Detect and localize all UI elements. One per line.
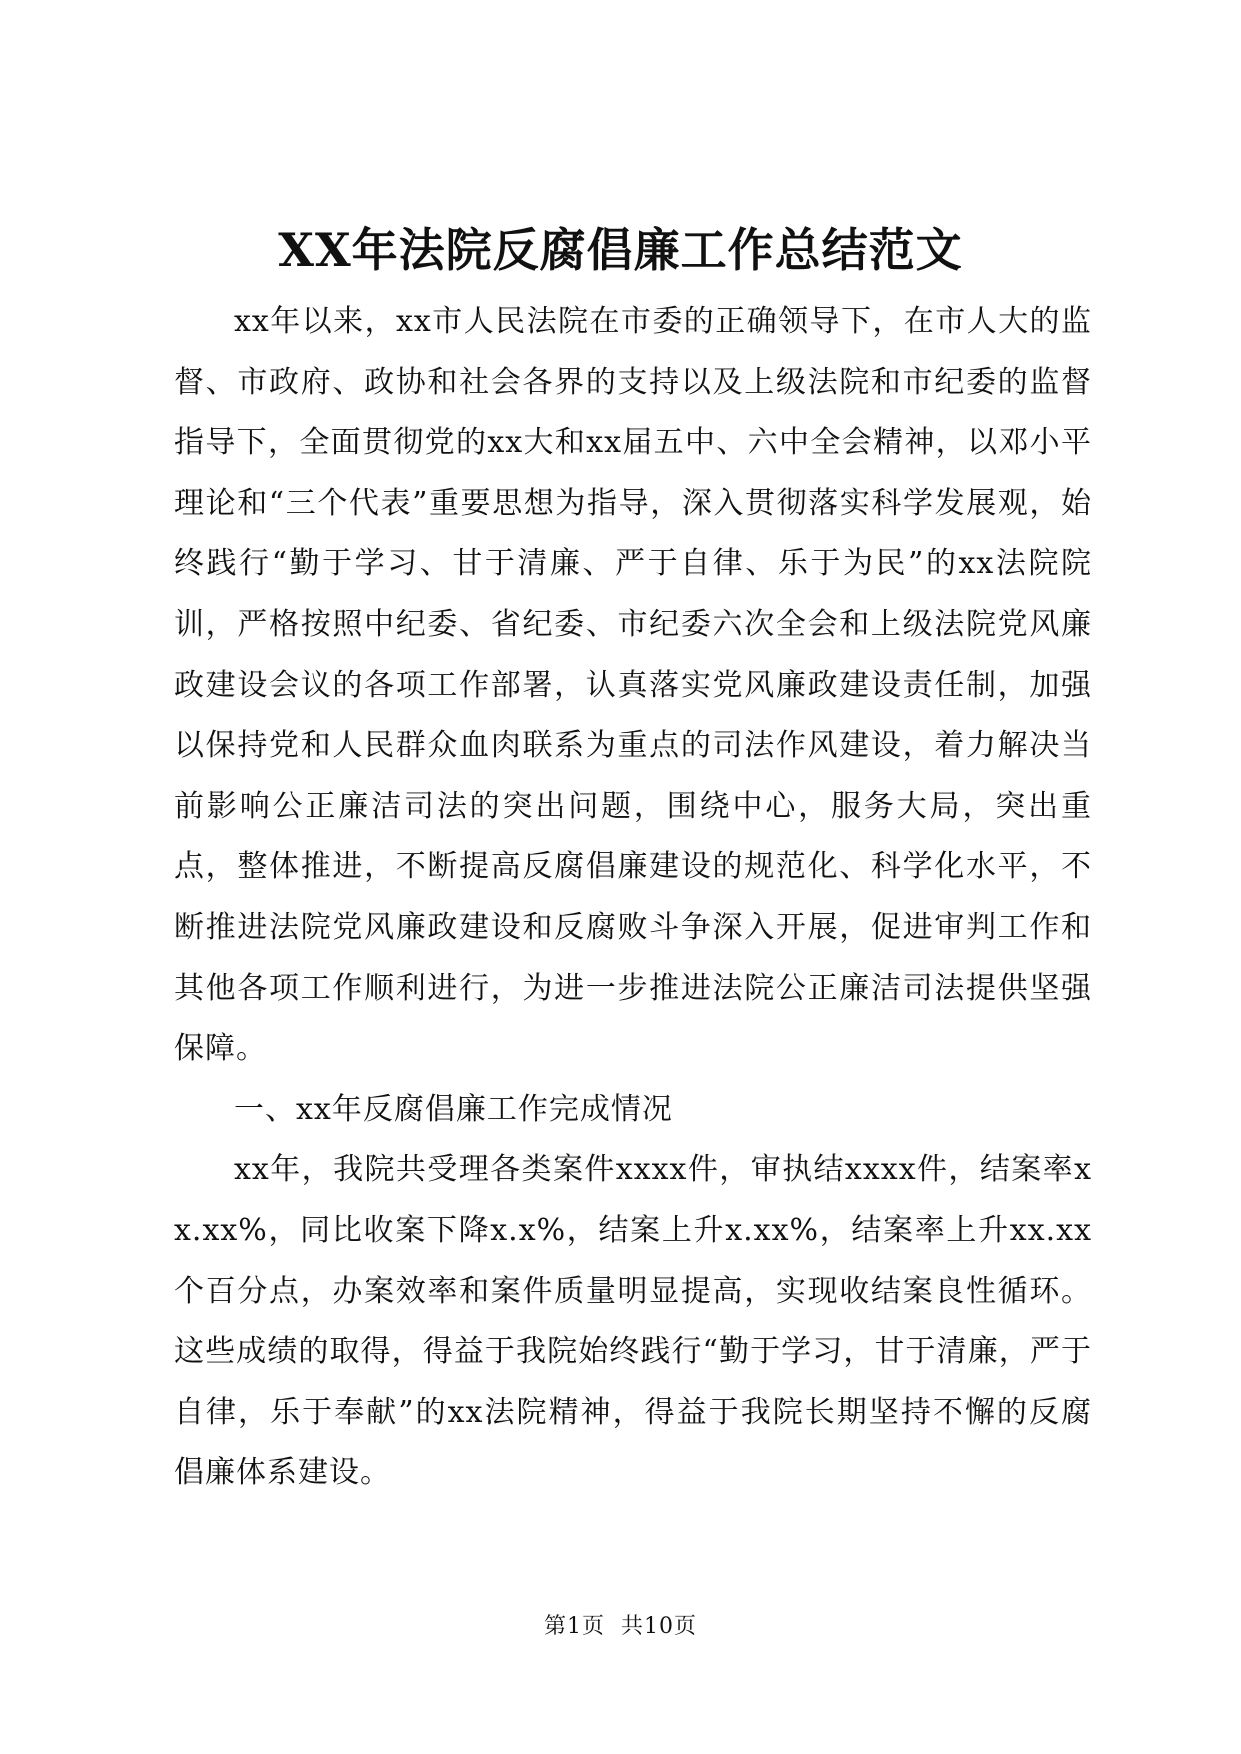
document-title: XX年法院反腐倡廉工作总结范文 <box>278 223 963 277</box>
page-number-label: 第1页 共10页 <box>544 1614 697 1639</box>
page-footer <box>0 1612 1241 1642</box>
section-paragraph: xx年，我院共受理各类案件xxxx件，审执结xxxx件，结案率xx.xx%，同比收案下降x.x%，结案上升x.xx%，结案率上升xx.xx个百分点，办案效率和案件质量明显提高，实现收结案良性循环。这些成绩的取得，得益于我院始终践行“勤于学习，甘于清廉，严于自律，乐于奉献”的xx法院精神，得益于我院长期坚持不懈的反腐倡廉体系建设。 <box>174 1152 1092 1491</box>
intro-paragraph: xx年以来，xx市人民法院在市委的正确领导下，在市人大的监督、市政府、政协和社会各界的支持以及上级法院和市纪委的监督指导下，全面贯彻党的xx大和xx届五中、六中全会精神，以邓小平理论和“三个代表”重要思想为指导，深入贯彻落实科学发展观，始终践行“勤于学习、甘于清廉、严于自律、乐于为民”的xx法院院训，严格按照中纪委、省纪委、市纪委六次全会和上级法院党风廉政建设会议的各项工作部署，认真落实党风廉政建设责任制，加强以保持党和人民群众血肉联系为重点的司法作风建设，着力解决当前影响公正廉洁司法的突出问题，围绕中心，服务大局，突出重点，整体推进，不断提高反腐倡廉建设的规范化、科学化水平，不断推进法院党风廉政建设和反腐败斗争深入开展，促进审判工作和其他各项工作顺利进行，为进一步推进法院公正廉洁司法提供坚强保障。 <box>174 304 1092 1067</box>
document-body <box>174 292 1092 1504</box>
section-heading: 一、xx年反腐倡廉工作完成情况 <box>234 1091 673 1127</box>
